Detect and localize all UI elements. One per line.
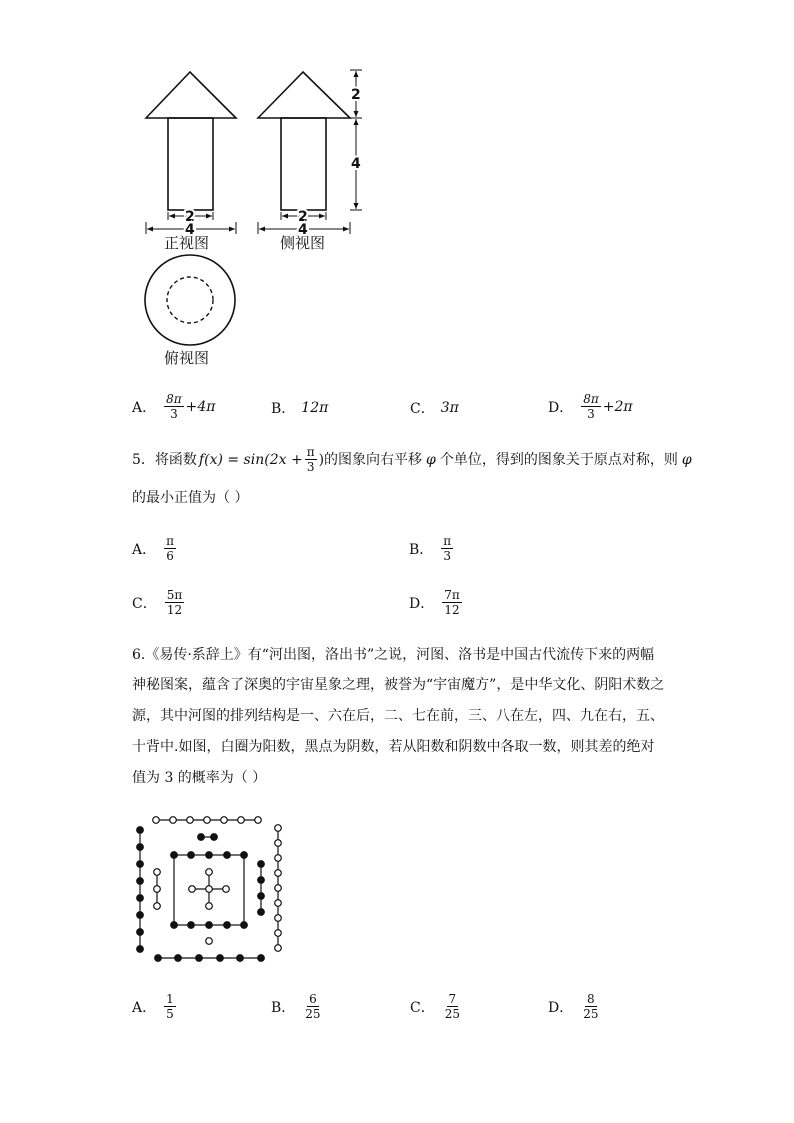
q4-option-d[interactable]: D． $\frac{8\pi}{3}$ +2π (548, 392, 633, 421)
q6-stem-line4: 十背中.如图，白圈为阳数，黑点为阴数，若从阳数和阴数中各取一数，则其差的绝对 (132, 739, 655, 755)
top-view (145, 255, 235, 345)
front-view-label: 正视图 (164, 234, 210, 252)
q5-stem-line1: 5．将函数 f(x) = sin(2x + $\frac{\pi}{3}$ )的图象向右平移 φ 个单位，得到的图象关于原点对称，则 φ (132, 445, 692, 474)
front-dim-inner: 2 (185, 209, 195, 225)
side-view-label: 侧视图 (280, 234, 326, 252)
q6-option-b[interactable]: B． $\frac{6}{25}$ (271, 992, 321, 1021)
q4-option-a-fraction: $\frac{8\pi}{3}$ (166, 392, 182, 421)
q4-option-b[interactable]: B． 12π (271, 400, 329, 417)
q5-function-fraction: $\frac{\pi}{3}$ (306, 445, 315, 474)
front-dim-outer: 4 (185, 222, 195, 238)
three-view-figure (130, 62, 380, 372)
side-dim-cone-height: 2 (351, 87, 361, 103)
q6-option-c[interactable]: C． $\frac{7}{25}$ (410, 992, 460, 1021)
side-dim-cylinder-height: 4 (351, 156, 361, 172)
q5-option-a[interactable]: A． $\frac{\pi}{6}$ (132, 534, 175, 563)
q5-option-b[interactable]: B． $\frac{\pi}{3}$ (409, 534, 452, 563)
side-view (258, 70, 362, 234)
q6-stem-line3: 源，其中河图的排列结构是一、六在后，二、七在前，三、八在左，四、九在右，五、 (132, 708, 664, 724)
q6-stem-line2: 神秘图案，蕴含了深奥的宇宙星象之理，被誉为“宇宙魔方”，是中华文化、阴阳术数之 (132, 677, 665, 693)
hetu-diagram (130, 812, 290, 967)
q5-option-c[interactable]: C． $\frac{5\pi}{12}$ (132, 588, 183, 617)
q6-option-a[interactable]: A． $\frac{1}{5}$ (132, 992, 174, 1021)
q4-option-c[interactable]: C． 3π (410, 400, 459, 417)
q6-stem-line1: 6.《易传·系辞上》有“河出图，洛出书”之说，河图、洛书是中国古代流传下来的两幅 (132, 647, 655, 663)
q4-option-d-fraction: $\frac{8\pi}{3}$ (583, 392, 599, 421)
q6-stem-line5: 值为 3 的概率为（ ） (132, 770, 267, 786)
q5-option-d[interactable]: D． $\frac{7\pi}{12}$ (409, 588, 460, 617)
q5-stem-line2: 的最小正值为（ ） (132, 490, 249, 506)
top-view-label: 俯视图 (164, 349, 210, 367)
q6-option-d[interactable]: D． $\frac{8}{25}$ (548, 992, 599, 1021)
side-dim-inner: 2 (298, 209, 308, 225)
side-dim-outer: 4 (298, 222, 308, 238)
q5-function: f(x) = sin(2x + (198, 451, 303, 468)
q4-option-a[interactable]: A． $\frac{8\pi}{3}$ +4π (132, 392, 216, 421)
